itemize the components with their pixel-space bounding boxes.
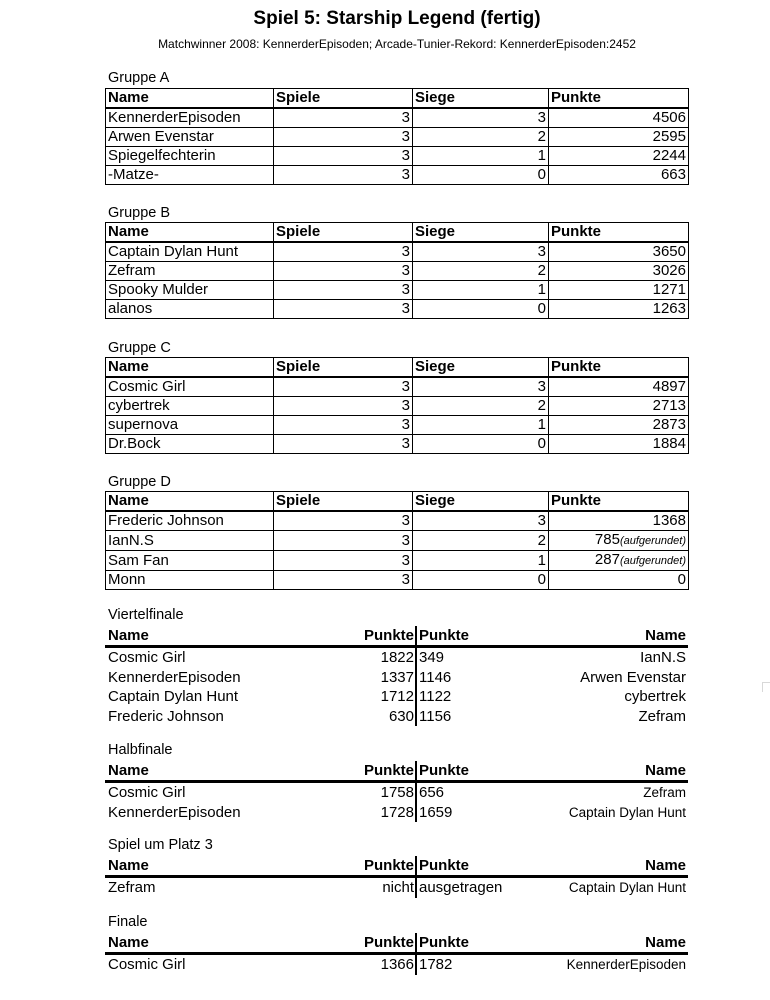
cell-name2: Arwen Evenstar [580,668,686,686]
table-row [106,397,689,416]
group-label: Gruppe B [108,205,171,221]
column-header-spiele: Spiele [274,358,413,378]
cell-name1: Cosmic Girl [108,956,186,973]
cell-name: Spiegelfechterin [106,147,274,166]
cell-punkte2: 656 [419,784,445,801]
cell-punkte2: 1782 [419,956,453,973]
match-row [105,707,688,727]
column-header-punkte1: Punkte [332,856,417,875]
cell-name2: Zefram [643,785,686,800]
cell-spiele: 3 [274,551,413,571]
column-header-name2: Name [645,934,686,951]
cell-siege: 0 [413,300,549,319]
cell-punkte1: 1337 [332,668,417,688]
cell-punkte1: 1712 [332,687,417,707]
table-header-row [106,358,689,378]
cell-punkte1: 1728 [332,803,417,823]
round-label: Viertelfinale [108,607,184,623]
cell-punkte1: 630 [332,707,417,727]
column-header-punkte1: Punkte [332,933,417,952]
cell-punkte1: 1758 [332,783,417,803]
cell-spiele: 3 [274,147,413,166]
cell-name: Zefram [106,262,274,281]
round-label: Halbfinale [108,742,173,758]
table-header-row [105,761,688,783]
cell-spiele: 3 [274,108,413,128]
column-header-name: Name [106,89,274,109]
column-header-siege: Siege [413,89,549,109]
group-label: Gruppe A [108,70,170,86]
cell-punkte: 4897 [549,377,689,397]
round-label: Spiel um Platz 3 [108,837,213,853]
table-header-row [105,856,688,878]
cell-name1: Cosmic Girl [108,649,186,666]
cell-punkte: 663 [549,166,689,185]
cell-name: Frederic Johnson [106,511,274,531]
cell-name: IanN.S [106,531,274,551]
column-header-punkte2: Punkte [419,857,470,874]
column-header-punkte1: Punkte [332,761,417,780]
table-row [106,531,689,551]
match-row [105,955,688,975]
cell-siege: 0 [413,571,549,590]
cell-spiele: 3 [274,511,413,531]
column-header-punkte2: Punkte [419,627,470,644]
rounded-note: (aufgerundet) [619,535,686,547]
cell-punkte: 1271 [549,281,689,300]
cell-name: KennerderEpisoden [106,108,274,128]
table-row [106,571,689,590]
group-table [105,491,689,590]
cell-punkte1: nicht [332,878,417,898]
round-label: Finale [108,914,148,930]
cell-punkte: 1884 [549,435,689,454]
cell-siege: 3 [413,108,549,128]
cell-punkte: 0 [549,571,689,590]
cell-spiele: 3 [274,166,413,185]
cell-punkte1: 1366 [332,955,417,975]
column-header-punkte1: Punkte [332,626,417,645]
cell-punkte [549,551,689,571]
table-header-row [106,89,689,109]
cell-name: Cosmic Girl [106,377,274,397]
table-header-row [106,492,689,512]
cell-punkte2: 349 [419,649,445,666]
punkte-value: 287 [594,551,620,568]
table-header-row [106,223,689,243]
column-header-punkte: Punkte [549,492,689,512]
cell-name2: Captain Dylan Hunt [568,804,686,820]
column-header-punkte: Punkte [549,89,689,109]
group-label: Gruppe C [108,340,171,356]
cell-spiele: 3 [274,262,413,281]
column-header-name: Name [106,492,274,512]
cell-punkte: 4506 [549,108,689,128]
table-row [106,281,689,300]
column-header-name: Name [106,223,274,243]
punkte-value: 785 [594,531,620,548]
cell-siege: 2 [413,397,549,416]
cell-name: alanos [106,300,274,319]
page-subtitle: Matchwinner 2008: KennerderEpisoden; Arcade-Tunier-Rekord: KennerderEpisoden:2452 [158,37,636,51]
column-header-punkte: Punkte [549,223,689,243]
cell-spiele: 3 [274,531,413,551]
cell-siege: 1 [413,551,549,571]
cell-siege: 2 [413,531,549,551]
column-header-name1: Name [108,627,149,644]
cell-punkte2: 1659 [419,803,453,821]
cell-punkte2: 1156 [419,707,452,725]
cell-spiele: 3 [274,435,413,454]
cell-name2: cybertrek [624,688,686,705]
cell-name: Sam Fan [106,551,274,571]
cell-name1: Cosmic Girl [108,784,186,801]
table-row [106,262,689,281]
cell-spiele: 3 [274,571,413,590]
group-table [105,222,689,319]
column-header-name: Name [106,358,274,378]
cell-name: cybertrek [106,397,274,416]
cell-name2: KennerderEpisoden [566,957,686,972]
cell-punkte2: 1146 [419,668,452,686]
round-table [105,761,688,822]
column-header-name2: Name [645,627,686,644]
cell-siege: 0 [413,435,549,454]
match-row [105,668,688,688]
cell-punkte1: 1822 [332,648,417,668]
column-header-siege: Siege [413,358,549,378]
column-header-spiele: Spiele [274,89,413,109]
match-row [105,878,688,898]
cell-name: -Matze- [106,166,274,185]
cell-name2: IanN.S [640,649,686,666]
column-header-siege: Siege [413,223,549,243]
column-header-name2: Name [645,762,686,779]
column-header-punkte2: Punkte [419,934,470,951]
table-header-row [105,933,688,955]
cell-spiele: 3 [274,397,413,416]
round-table [105,626,688,726]
cell-punkte: 2595 [549,128,689,147]
round-table [105,856,688,898]
cell-name1: Zefram [108,879,156,896]
cell-name1: KennerderEpisoden [108,668,241,686]
cell-spiele: 3 [274,377,413,397]
cell-spiele: 3 [274,281,413,300]
page-title: Spiel 5: Starship Legend (fertig) [253,8,541,29]
cell-name: supernova [106,416,274,435]
table-row [106,128,689,147]
table-row [106,242,689,262]
cell-name: Dr.Bock [106,435,274,454]
cell-name: Monn [106,571,274,590]
table-row [106,511,689,531]
cell-name1: Frederic Johnson [108,707,224,725]
cell-punkte: 2244 [549,147,689,166]
table-row [106,166,689,185]
cell-spiele: 3 [274,128,413,147]
match-row [105,783,688,803]
cursor-mark [762,682,770,692]
cell-name2: Captain Dylan Hunt [568,880,686,895]
cell-siege: 2 [413,262,549,281]
cell-punkte: 3650 [549,242,689,262]
group-label: Gruppe D [108,474,171,490]
cell-name: Arwen Evenstar [106,128,274,147]
cell-siege: 3 [413,242,549,262]
table-row [106,551,689,571]
column-header-name1: Name [108,762,149,779]
cell-punkte [549,531,689,551]
column-header-name1: Name [108,857,149,874]
table-header-row [105,626,688,648]
cell-punkte: 2713 [549,397,689,416]
table-row [106,147,689,166]
cell-siege: 1 [413,416,549,435]
table-row [106,377,689,397]
cell-punkte: 3026 [549,262,689,281]
table-row [106,416,689,435]
column-header-name2: Name [645,857,686,874]
group-table [105,88,689,185]
match-row [105,648,688,668]
group-table [105,357,689,454]
cell-siege: 3 [413,377,549,397]
cell-siege: 3 [413,511,549,531]
column-header-punkte: Punkte [549,358,689,378]
column-header-siege: Siege [413,492,549,512]
cell-siege: 1 [413,281,549,300]
cell-name: Captain Dylan Hunt [106,242,274,262]
rounded-note: (aufgerundet) [619,555,686,567]
cell-siege: 0 [413,166,549,185]
column-header-spiele: Spiele [274,492,413,512]
cell-spiele: 3 [274,242,413,262]
cell-siege: 2 [413,128,549,147]
cell-punkte: 2873 [549,416,689,435]
match-row [105,803,688,823]
table-row [106,300,689,319]
cell-name2: Zefram [638,707,686,725]
cell-punkte: 1368 [549,511,689,531]
cell-name1: Captain Dylan Hunt [108,688,239,705]
cell-punkte2: ausgetragen [419,879,503,896]
cell-name: Spooky Mulder [106,281,274,300]
cell-siege: 1 [413,147,549,166]
cell-name1: KennerderEpisoden [108,803,241,821]
table-row [106,435,689,454]
cell-spiele: 3 [274,300,413,319]
column-header-punkte2: Punkte [419,762,470,779]
cell-spiele: 3 [274,416,413,435]
round-table [105,933,688,975]
cell-punkte: 1263 [549,300,689,319]
table-row [106,108,689,128]
column-header-name1: Name [108,934,149,951]
column-header-spiele: Spiele [274,223,413,243]
cell-punkte2: 1122 [419,688,452,705]
match-row [105,687,688,707]
